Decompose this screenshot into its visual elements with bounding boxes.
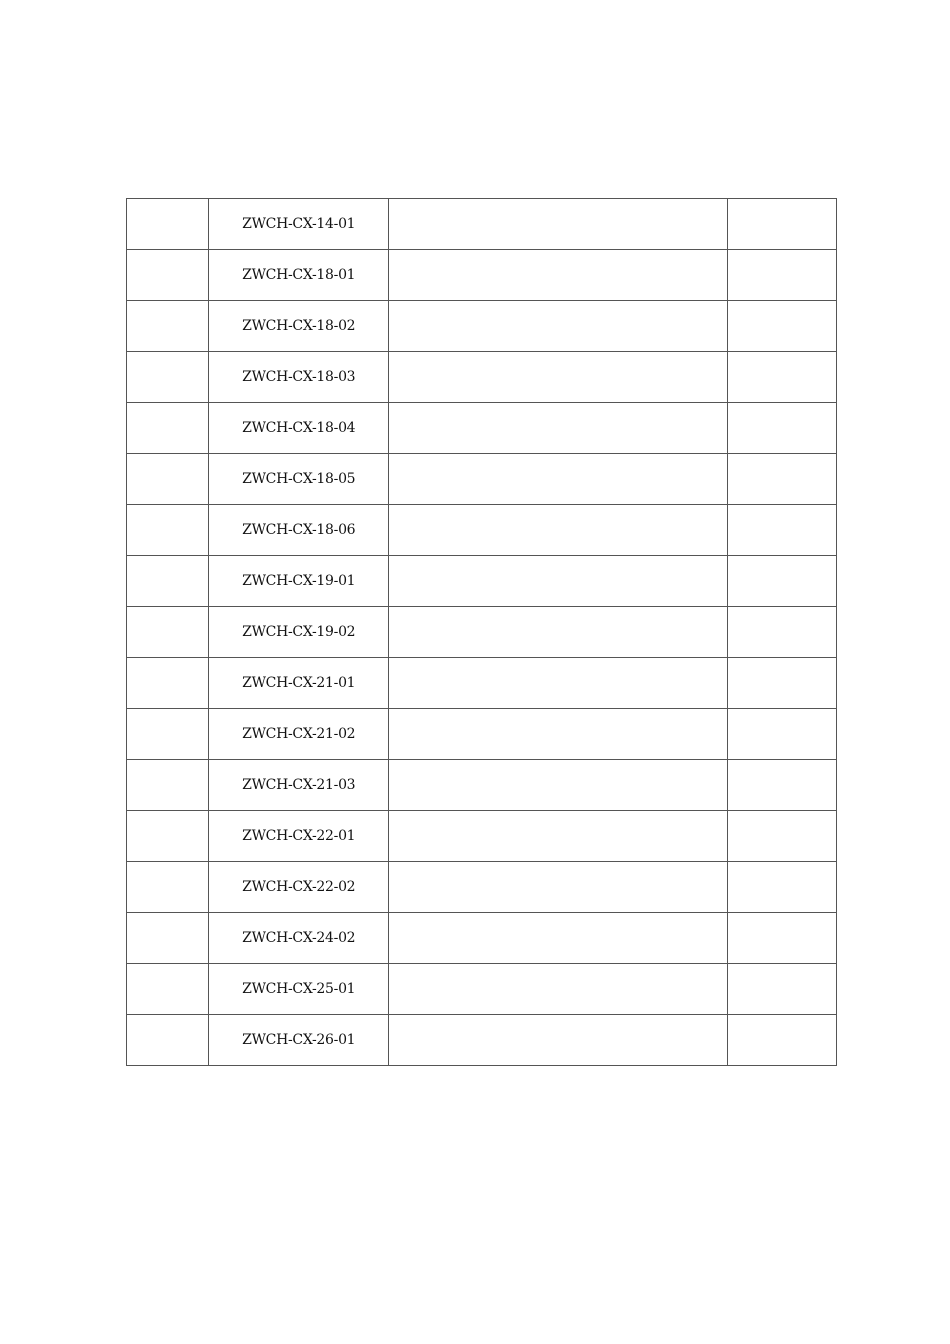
table-cell-col1 <box>127 403 209 454</box>
table-cell-col4 <box>727 607 836 658</box>
table-cell-col1 <box>127 760 209 811</box>
table-row <box>127 607 837 658</box>
table-cell-col4 <box>727 454 836 505</box>
table-cell-col4 <box>727 199 836 250</box>
table-cell-code: ZWCH-CX-26-01 <box>209 1015 389 1066</box>
table-cell-col3 <box>389 250 727 301</box>
table-cell-col1 <box>127 709 209 760</box>
table-cell-col3 <box>389 454 727 505</box>
table-cell-code: ZWCH-CX-19-02 <box>209 607 389 658</box>
table-row <box>127 352 837 403</box>
table-row <box>127 556 837 607</box>
table-cell-col4 <box>727 964 836 1015</box>
table-cell-col1 <box>127 913 209 964</box>
table-cell-code: ZWCH-CX-22-02 <box>209 862 389 913</box>
table-cell-code: ZWCH-CX-18-05 <box>209 454 389 505</box>
table-cell-col4 <box>727 811 836 862</box>
table-cell-col3 <box>389 301 727 352</box>
table-cell-col3 <box>389 403 727 454</box>
table-cell-col3 <box>389 760 727 811</box>
table-cell-code: ZWCH-CX-21-01 <box>209 658 389 709</box>
table-cell-col3 <box>389 709 727 760</box>
table-cell-col1 <box>127 454 209 505</box>
table-cell-col3 <box>389 862 727 913</box>
table-cell-code: ZWCH-CX-25-01 <box>209 964 389 1015</box>
table-cell-col4 <box>727 658 836 709</box>
table-cell-col3 <box>389 913 727 964</box>
table-row <box>127 454 837 505</box>
table-cell-col3 <box>389 964 727 1015</box>
table-cell-col1 <box>127 964 209 1015</box>
table-cell-col4 <box>727 250 836 301</box>
table-cell-col3 <box>389 1015 727 1066</box>
table-row <box>127 709 837 760</box>
table-cell-col4 <box>727 556 836 607</box>
table-cell-col3 <box>389 505 727 556</box>
table-cell-col3 <box>389 607 727 658</box>
table-cell-col1 <box>127 556 209 607</box>
table-cell-col1 <box>127 607 209 658</box>
table-body <box>127 199 837 1066</box>
table-cell-col1 <box>127 1015 209 1066</box>
table-cell-col3 <box>389 811 727 862</box>
table-cell-col3 <box>389 658 727 709</box>
table-cell-code: ZWCH-CX-18-04 <box>209 403 389 454</box>
table-cell-col1 <box>127 811 209 862</box>
table-cell-col1 <box>127 199 209 250</box>
table-cell-col4 <box>727 1015 836 1066</box>
table-cell-col4 <box>727 352 836 403</box>
table-cell-col1 <box>127 505 209 556</box>
table-cell-col1 <box>127 658 209 709</box>
table-cell-col4 <box>727 301 836 352</box>
table-cell-col1 <box>127 250 209 301</box>
table-row <box>127 1015 837 1066</box>
table-cell-col1 <box>127 301 209 352</box>
table-cell-code: ZWCH-CX-24-02 <box>209 913 389 964</box>
table-row <box>127 250 837 301</box>
table-cell-col4 <box>727 505 836 556</box>
table-cell-code: ZWCH-CX-22-01 <box>209 811 389 862</box>
table-cell-code: ZWCH-CX-18-03 <box>209 352 389 403</box>
table-cell-col4 <box>727 913 836 964</box>
table-row <box>127 658 837 709</box>
table-row <box>127 913 837 964</box>
table-cell-code: ZWCH-CX-18-02 <box>209 301 389 352</box>
table-row <box>127 505 837 556</box>
table-row <box>127 811 837 862</box>
table-cell-col4 <box>727 403 836 454</box>
table-row <box>127 760 837 811</box>
table-cell-code: ZWCH-CX-18-01 <box>209 250 389 301</box>
table-cell-col3 <box>389 352 727 403</box>
table-row <box>127 301 837 352</box>
table-row <box>127 964 837 1015</box>
table-row <box>127 862 837 913</box>
table-cell-code: ZWCH-CX-21-03 <box>209 760 389 811</box>
table-cell-code: ZWCH-CX-21-02 <box>209 709 389 760</box>
table-row <box>127 403 837 454</box>
table-cell-col1 <box>127 862 209 913</box>
table-cell-col4 <box>727 760 836 811</box>
table-cell-col4 <box>727 709 836 760</box>
table-cell-code: ZWCH-CX-19-01 <box>209 556 389 607</box>
table-cell-col4 <box>727 862 836 913</box>
table-row <box>127 199 837 250</box>
table-cell-code: ZWCH-CX-14-01 <box>209 199 389 250</box>
table-cell-code: ZWCH-CX-18-06 <box>209 505 389 556</box>
table-cell-col3 <box>389 556 727 607</box>
table-cell-col1 <box>127 352 209 403</box>
table-cell-col3 <box>389 199 727 250</box>
document-table <box>126 198 837 1066</box>
